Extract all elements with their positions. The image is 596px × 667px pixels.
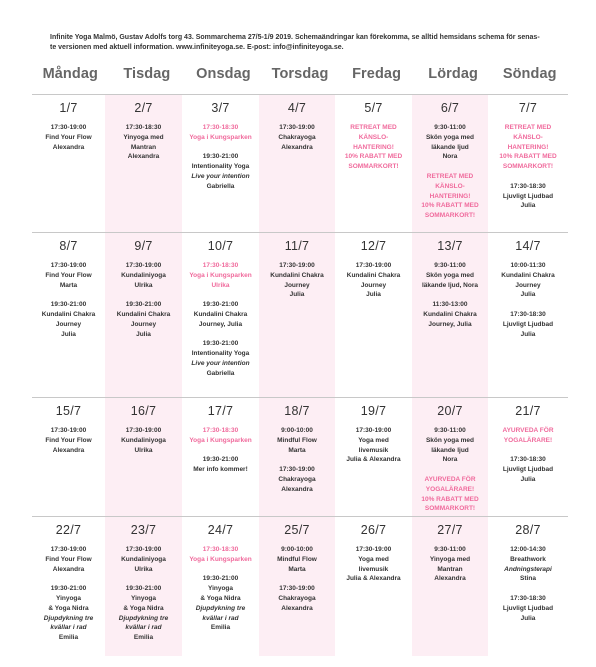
class-text-line: 19:30-21:00	[125, 301, 162, 309]
class-text-line: Skön yoga med	[425, 436, 475, 444]
class-text-line: Stina	[520, 575, 536, 583]
day-cell	[105, 523, 182, 653]
day-cell	[335, 239, 412, 310]
class-text-line: 17:30-18:30	[125, 124, 162, 131]
class-text-line: Find Your Flow	[45, 271, 92, 279]
class-text-line: 17:30-19:00	[355, 262, 392, 269]
class-entry	[259, 584, 335, 613]
class-text-line: Marta	[288, 446, 306, 454]
class-text-line: Alexandra	[52, 143, 85, 151]
day-cell	[412, 101, 488, 231]
class-text-line: Kundaliniyoga	[121, 555, 166, 563]
class-text-line: kvällar i rad	[202, 614, 239, 622]
class-text-line: Mindful Flow	[277, 555, 317, 563]
day-cell	[182, 101, 259, 201]
weekday-label: Torsdag	[271, 66, 329, 82]
class-text-line: Alexandra	[434, 575, 466, 583]
class-text-line: Journey	[360, 281, 387, 289]
class-text-line: 17:30-19:00	[355, 427, 392, 434]
class-text-line: Kundalini Chakra	[116, 310, 171, 318]
day-cell	[259, 404, 335, 504]
class-text-line: 19:30-21:00	[202, 340, 239, 348]
date-label: 17/7	[207, 404, 234, 418]
class-entry	[335, 426, 412, 465]
date-label: 14/7	[515, 239, 541, 253]
event-notice	[488, 426, 568, 446]
class-text-line: 19:30-21:00	[125, 585, 162, 593]
class-text-line: 17:30-18:30	[202, 262, 239, 269]
class-entry	[32, 426, 105, 455]
class-text-line: Julia	[289, 291, 305, 299]
class-text-line: Kundalini Chakra	[41, 310, 96, 318]
class-text-line: 17:30-18:30	[510, 456, 546, 464]
class-entry	[488, 182, 568, 211]
class-text-line: Djupdykning tre	[43, 614, 94, 622]
class-text-line: 17:30-19:00	[50, 124, 87, 131]
class-text-line: 19:30-21:00	[50, 301, 87, 309]
class-text-line: Journey	[130, 320, 157, 328]
date-label: 3/7	[211, 101, 230, 115]
class-text-line: Mantran	[437, 565, 463, 573]
class-text-line: Yoga med	[358, 555, 389, 563]
class-text-line: 17:30-19:00	[279, 124, 315, 131]
class-text-line: Find Your Flow	[45, 133, 92, 141]
class-entry	[182, 574, 259, 633]
class-text-line: 17:30-19:00	[355, 546, 392, 553]
schedule-table	[32, 94, 568, 656]
class-entry	[182, 339, 259, 378]
day-cell	[488, 101, 568, 221]
class-text-line: Kundalini Chakra	[423, 310, 477, 318]
class-text-line: Gabriella	[206, 182, 235, 190]
class-entry	[412, 545, 488, 584]
class-text-line: 17:30-19:00	[279, 585, 315, 593]
class-text-line: Andningsterapi	[504, 565, 552, 573]
class-text-line: 17:30-18:30	[202, 427, 239, 434]
class-text-line: Ulrika	[134, 446, 153, 454]
event-notice	[182, 123, 259, 143]
day-cell	[412, 239, 488, 339]
date-label: 8/7	[59, 239, 78, 253]
class-text-line: 9:30-11:00	[434, 546, 466, 553]
class-entry	[182, 152, 259, 191]
event-notice	[182, 545, 259, 565]
date-label: 28/7	[515, 523, 541, 537]
class-text-line: Alexandra	[281, 143, 313, 151]
date-label: 21/7	[515, 404, 541, 418]
class-text-line: 12:00-14:30	[510, 546, 546, 553]
class-text-line: 17:30-18:30	[202, 124, 239, 131]
class-text-line: HANTERING!	[429, 192, 471, 200]
class-text-line: 19:30-21:00	[50, 585, 87, 593]
class-text-line: 19:30-21:00	[202, 456, 239, 464]
class-text-line: Yinyoga	[130, 594, 157, 602]
date-label: 19/7	[360, 404, 387, 418]
class-text-line: Chakrayoga	[278, 133, 316, 141]
class-text-line: 11:30-13:00	[432, 301, 468, 309]
class-text-line: Nora	[442, 456, 458, 464]
class-text-line: RETREAT MED	[426, 172, 474, 180]
day-cell	[412, 523, 488, 594]
class-entry	[259, 426, 335, 455]
class-text-line: Skön yoga med	[425, 133, 475, 141]
class-text-line: 9:00-10:00	[281, 546, 313, 553]
class-text-line: Julia	[61, 330, 76, 338]
class-text-line: AYURVEDA FÖR	[502, 427, 554, 434]
class-text-line: 9:30-11:00	[434, 124, 466, 131]
class-text-line: Live your intention	[191, 172, 250, 180]
class-entry	[488, 545, 568, 584]
class-text-line: Alexandra	[52, 565, 85, 573]
class-entry	[259, 545, 335, 574]
class-text-line: Intentionality Yoga	[191, 350, 250, 358]
class-entry	[412, 123, 488, 162]
class-text-line: Live your intention	[191, 359, 250, 367]
class-text-line: Journey	[284, 281, 310, 289]
class-text-line: läkande ljud, Nora	[422, 281, 478, 289]
class-text-line: 17:30-19:00	[125, 427, 162, 434]
class-entry	[105, 426, 182, 455]
class-text-line: YOGALÄRARE!	[425, 485, 475, 493]
weekday-header-row	[32, 62, 568, 86]
class-text-line: KÄNSLO-	[513, 133, 543, 141]
class-text-line: & Yoga Nidra	[123, 604, 164, 612]
class-text-line: Alexandra	[52, 446, 85, 454]
date-label: 4/7	[287, 101, 307, 115]
class-text-line: 17:30-19:00	[50, 546, 87, 553]
class-text-line: 10:00-11:30	[510, 262, 546, 269]
event-notice	[335, 123, 412, 172]
class-text-line: Ljuvligt Ljudbad	[502, 604, 554, 612]
day-cell	[182, 404, 259, 485]
event-notice	[488, 123, 568, 172]
class-entry	[488, 455, 568, 484]
date-label: 5/7	[364, 101, 383, 115]
class-text-line: Kundalini Chakra	[346, 271, 401, 279]
class-text-line: Kundaliniyoga	[121, 271, 166, 279]
day-cell	[259, 523, 335, 623]
date-label: 16/7	[130, 404, 157, 418]
header-line-1: Infinite Yoga Malmö, Gustav Adolfs torg 43. Sommarchema 27/5-1/9 2019. Schemaändringar kan förekomma, se alltid hemsidans schema för senas-	[50, 34, 540, 41]
class-entry	[412, 426, 488, 465]
class-text-line: Mer info kommer!	[193, 466, 248, 474]
class-entry	[412, 300, 488, 329]
class-entry	[412, 261, 488, 290]
class-entry	[182, 300, 259, 329]
class-text-line: 10% RABATT MED	[421, 495, 479, 503]
class-text-line: Ljuvligt Ljudbad	[502, 466, 554, 474]
class-text-line: Julia	[366, 291, 381, 299]
day-cell	[259, 101, 335, 162]
class-text-line: 9:30-11:00	[434, 427, 466, 434]
class-text-line: Chakrayoga	[278, 594, 316, 602]
date-label: 12/7	[360, 239, 387, 253]
class-text-line: Ljuvligt Ljudbad	[502, 192, 554, 200]
day-cell	[182, 523, 259, 643]
class-text-line: Julia	[520, 291, 536, 299]
date-label: 18/7	[284, 404, 310, 418]
class-entry	[32, 545, 105, 574]
class-text-line: Mindful Flow	[277, 436, 317, 444]
class-entry	[488, 261, 568, 300]
class-text-line: läkande ljud	[431, 143, 469, 151]
class-text-line: Yinyoga med	[429, 555, 471, 563]
class-text-line: Djupdykning tre	[195, 604, 246, 612]
class-text-line: 17:30-19:00	[279, 262, 315, 269]
class-text-line: Yinyoga med	[123, 133, 164, 141]
class-text-line: 17:30-18:30	[202, 546, 239, 553]
class-text-line: Alexandra	[281, 485, 313, 493]
class-text-line: Kundalini Chakra	[270, 271, 324, 279]
day-cell	[259, 239, 335, 310]
day-cell	[335, 101, 412, 182]
class-text-line: 17:30-18:30	[510, 594, 546, 602]
day-cell	[32, 404, 105, 465]
class-text-line: Ulrika	[134, 281, 153, 289]
day-cell	[488, 404, 568, 495]
day-cell	[335, 523, 412, 594]
class-text-line: 9:00-10:00	[281, 427, 313, 434]
class-text-line: SOMMARKORT!	[348, 163, 399, 171]
class-text-line: Julia	[136, 330, 151, 338]
class-text-line: 17:30-19:00	[279, 466, 315, 474]
class-text-line: KÄNSLO-	[435, 182, 465, 190]
class-entry	[105, 261, 182, 290]
weekday-label: Lördag	[428, 66, 478, 82]
class-text-line: Mantran	[130, 143, 157, 151]
class-text-line: Emilia	[210, 624, 231, 632]
class-text-line: Julia & Alexandra	[346, 456, 401, 464]
weekday-label: Onsdag	[196, 66, 251, 82]
class-entry	[259, 465, 335, 494]
class-text-line: Journey, Julia	[428, 320, 472, 328]
class-text-line: HANTERING!	[353, 143, 394, 151]
class-text-line: 10% RABATT MED	[499, 153, 557, 161]
class-entry	[32, 123, 105, 152]
class-text-line: Kundaliniyoga	[121, 436, 166, 444]
class-text-line: Intentionality Yoga	[191, 163, 250, 171]
class-text-line: 17:30-19:00	[50, 262, 87, 269]
class-entry	[335, 261, 412, 300]
class-text-line: HANTERING!	[507, 143, 549, 151]
day-cell	[105, 101, 182, 172]
class-text-line: Julia	[520, 475, 536, 483]
class-text-line: Yoga i Kungsparken	[189, 436, 252, 444]
class-text-line: 9:30-11:00	[434, 262, 466, 269]
schedule-header	[50, 33, 570, 52]
class-entry	[105, 584, 182, 643]
class-text-line: Ulrika	[134, 565, 153, 573]
class-text-line: kvällar i rad	[125, 624, 162, 632]
date-label: 1/7	[59, 101, 78, 115]
date-label: 6/7	[440, 101, 460, 115]
class-text-line: Journey	[515, 281, 541, 289]
class-text-line: Kundalini Chakra	[501, 271, 555, 279]
class-text-line: 19:30-21:00	[202, 301, 239, 309]
class-text-line: Marta	[288, 565, 306, 573]
row-divider	[32, 397, 568, 398]
class-text-line: Emilia	[58, 634, 79, 642]
class-text-line: SOMMARKORT!	[424, 212, 476, 220]
date-label: 15/7	[55, 404, 82, 418]
class-text-line: Yinyoga	[207, 585, 234, 593]
class-text-line: Kundalini Chakra	[193, 310, 248, 318]
event-notice	[182, 261, 259, 290]
day-cell	[412, 404, 488, 524]
class-text-line: Breathwork	[510, 555, 546, 563]
event-notice	[412, 172, 488, 221]
weekday-label: Måndag	[42, 66, 98, 82]
class-text-line: läkande ljud	[431, 446, 469, 454]
class-text-line: KÄNSLO-	[358, 133, 389, 141]
class-entry	[259, 123, 335, 152]
class-entry	[488, 594, 568, 623]
day-cell	[105, 239, 182, 349]
class-text-line: Nora	[442, 153, 458, 161]
class-text-line: Yoga i Kungsparken	[189, 271, 252, 279]
class-entry	[259, 261, 335, 300]
class-text-line: 17:30-18:30	[510, 310, 546, 318]
class-text-line: SOMMARKORT!	[424, 505, 476, 513]
class-text-line: Ulrika	[211, 281, 230, 289]
class-text-line: 10% RABATT MED	[344, 153, 403, 161]
event-notice	[412, 475, 488, 514]
class-text-line: Find Your Flow	[45, 555, 92, 563]
class-text-line: Yoga med	[358, 436, 389, 444]
class-text-line: Julia	[520, 202, 536, 210]
class-text-line: livemusik	[358, 565, 389, 573]
class-text-line: Alexandra	[127, 153, 160, 161]
class-text-line: Julia & Alexandra	[346, 575, 401, 583]
day-cell	[32, 239, 105, 349]
class-text-line: Ljuvligt Ljudbad	[502, 320, 554, 328]
class-text-line: Skön yoga med	[425, 271, 475, 279]
class-text-line: 19:30-21:00	[202, 575, 239, 583]
class-text-line: RETREAT MED	[504, 124, 552, 131]
day-cell	[335, 404, 412, 475]
class-text-line: AYURVEDA FÖR	[424, 475, 476, 483]
class-text-line: RETREAT MED	[350, 124, 397, 131]
class-entry	[488, 310, 568, 339]
class-text-line: Journey	[55, 320, 82, 328]
class-text-line: Djupdykning tre	[118, 614, 169, 622]
date-label: 9/7	[134, 239, 153, 253]
weekday-label: Söndag	[502, 66, 557, 82]
date-label: 27/7	[437, 523, 463, 537]
class-entry	[32, 300, 105, 339]
date-label: 2/7	[134, 101, 153, 115]
class-text-line: & Yoga Nidra	[48, 604, 89, 612]
row-divider	[32, 94, 568, 95]
class-text-line: & Yoga Nidra	[200, 594, 241, 602]
weekday-label: Fredag	[352, 66, 402, 82]
class-text-line: 17:30-19:00	[125, 546, 162, 553]
row-divider	[32, 232, 568, 233]
class-text-line: Yoga i Kungsparken	[189, 555, 252, 563]
class-entry	[182, 455, 259, 475]
class-text-line: Chakrayoga	[278, 475, 316, 483]
date-label: 22/7	[55, 523, 82, 537]
weekday-label: Tisdag	[123, 66, 171, 82]
day-cell	[182, 239, 259, 388]
class-text-line: 17:30-19:00	[125, 262, 162, 269]
class-text-line: Yinyoga	[55, 594, 82, 602]
day-cell	[32, 523, 105, 653]
class-text-line: 17:30-18:30	[510, 182, 546, 190]
class-text-line: Julia	[520, 614, 536, 622]
day-cell	[488, 239, 568, 349]
class-text-line: kvällar i rad	[50, 624, 87, 632]
class-text-line: SOMMARKORT!	[502, 163, 554, 171]
day-cell	[32, 101, 105, 162]
date-label: 24/7	[207, 523, 234, 537]
class-text-line: YOGALÄRARE!	[503, 436, 553, 444]
class-text-line: 17:30-19:00	[50, 427, 87, 434]
class-entry	[32, 261, 105, 290]
date-label: 25/7	[284, 523, 310, 537]
class-text-line: Journey, Julia	[198, 320, 243, 328]
class-text-line: Julia	[520, 330, 536, 338]
date-label: 26/7	[360, 523, 387, 537]
header-line-2: te versionen med aktuell information. www.infiniteyoga.se. E-post: info@infiniteyoga.se.	[50, 43, 344, 51]
date-label: 11/7	[284, 239, 310, 253]
class-entry	[105, 123, 182, 162]
date-label: 7/7	[518, 101, 538, 115]
class-text-line: Alexandra	[281, 604, 313, 612]
class-entry	[105, 300, 182, 339]
class-text-line: 10% RABATT MED	[421, 202, 479, 210]
class-entry	[335, 545, 412, 584]
day-cell	[488, 523, 568, 633]
class-text-line: Gabriella	[206, 369, 235, 377]
date-label: 23/7	[130, 523, 157, 537]
class-text-line: Emilia	[133, 634, 154, 642]
date-label: 10/7	[207, 239, 234, 253]
day-cell	[105, 404, 182, 465]
class-entry	[32, 584, 105, 643]
class-text-line: Yoga i Kungsparken	[189, 133, 252, 141]
date-label: 13/7	[437, 239, 463, 253]
class-entry	[105, 545, 182, 574]
class-text-line: Find Your Flow	[45, 436, 92, 444]
class-text-line: livemusik	[358, 446, 389, 454]
event-notice	[182, 426, 259, 446]
class-text-line: 19:30-21:00	[202, 153, 239, 161]
class-text-line: Marta	[59, 281, 78, 289]
date-label: 20/7	[437, 404, 463, 418]
